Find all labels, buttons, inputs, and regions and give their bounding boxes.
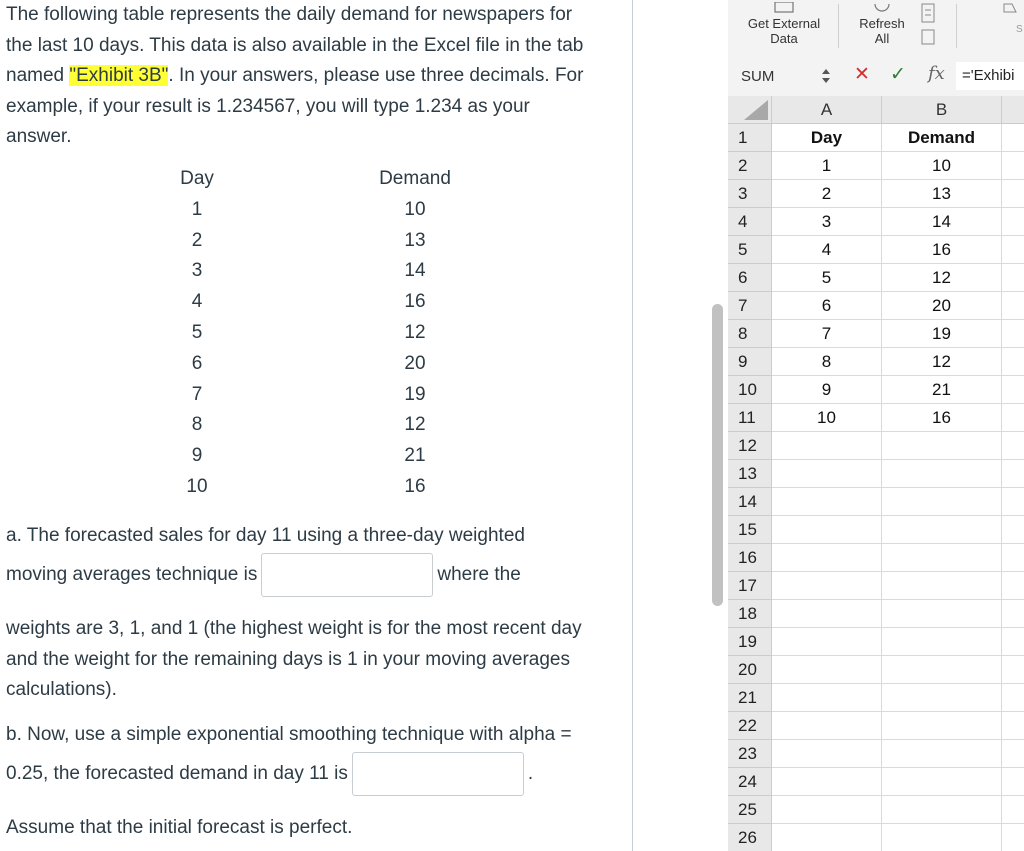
intro-line-3-post: . In your answers, please use three decimals. For (168, 65, 584, 86)
spreadsheet-cell[interactable] (1002, 824, 1024, 851)
spreadsheet-cell[interactable] (882, 432, 1002, 460)
spreadsheet-cell[interactable]: 9 (772, 376, 882, 404)
name-box[interactable]: SUM (741, 68, 775, 85)
table-cell-day: 8 (191, 414, 203, 436)
row-header[interactable]: 11 (728, 404, 772, 432)
answer-a-input[interactable] (261, 553, 433, 597)
spreadsheet-cell[interactable]: 6 (772, 292, 882, 320)
row-header[interactable]: 13 (728, 460, 772, 488)
spreadsheet-cell[interactable] (772, 488, 882, 516)
assumption-note (6, 813, 352, 844)
table-row (160, 322, 480, 353)
spreadsheet-cell[interactable]: 3 (772, 208, 882, 236)
spreadsheet-cell[interactable]: 16 (882, 404, 1002, 432)
question-a-text-5: and the weight for the remaining days is 1 in your moving averages (6, 648, 570, 670)
spreadsheet-cell[interactable] (882, 572, 1002, 600)
spreadsheet-cell[interactable] (1002, 208, 1024, 236)
table-cell-demand: 12 (404, 414, 426, 436)
refresh-all-label-1: Refresh (859, 16, 905, 31)
spreadsheet-cell[interactable] (1002, 600, 1024, 628)
spreadsheet-cell[interactable]: 7 (772, 320, 882, 348)
spreadsheet-cell[interactable] (772, 712, 882, 740)
row-header[interactable]: 21 (728, 684, 772, 712)
spreadsheet-cell[interactable] (1002, 544, 1024, 572)
table-cell-day: 10 (186, 476, 208, 497)
spreadsheet-cell[interactable]: 19 (882, 320, 1002, 348)
spreadsheet-cell[interactable] (772, 796, 882, 824)
table-row (160, 199, 480, 230)
intro-line-5: answer. (6, 126, 72, 147)
spreadsheet-cell[interactable] (1002, 768, 1024, 796)
spreadsheet-cell[interactable]: 14 (882, 208, 1002, 236)
spreadsheet-cell[interactable] (772, 516, 882, 544)
table-cell-day: 9 (191, 445, 203, 467)
answer-b-input[interactable] (352, 752, 524, 796)
scrollbar-thumb[interactable] (712, 304, 723, 606)
table-cell-demand: 20 (404, 352, 426, 374)
row-header[interactable]: 3 (728, 180, 772, 208)
table-row (160, 476, 480, 507)
table-header-row (160, 168, 480, 199)
table-row (160, 384, 480, 415)
column-header-b[interactable]: B (882, 96, 1002, 124)
external-data-icon (773, 2, 795, 14)
spreadsheet-cell[interactable]: 12 (882, 264, 1002, 292)
spreadsheet-cell[interactable] (1002, 404, 1024, 432)
refresh-all-button[interactable] (852, 6, 912, 46)
spreadsheet-cell[interactable]: 10 (772, 404, 882, 432)
spreadsheet-cell[interactable] (772, 628, 882, 656)
spreadsheet-cell[interactable] (1002, 348, 1024, 376)
table-row (160, 230, 480, 261)
question-b-text-1: b. Now, use a simple exponential smoothing technique with alpha = (6, 724, 572, 745)
question-a-text-6: calculations). (6, 679, 117, 700)
spreadsheet-cell[interactable] (882, 684, 1002, 712)
row-header[interactable]: 25 (728, 796, 772, 824)
get-external-data-button[interactable] (742, 6, 826, 46)
table-cell-demand: 21 (404, 445, 426, 467)
table-cell-day: 3 (191, 260, 203, 282)
spreadsheet-cell[interactable] (772, 656, 882, 684)
row-header[interactable]: 22 (728, 712, 772, 740)
get-external-data-label-1: Get External (747, 16, 821, 31)
spreadsheet-cell[interactable] (882, 516, 1002, 544)
spreadsheet-cell[interactable] (1002, 796, 1024, 824)
intro-line-3-pre: named (6, 65, 70, 86)
table-cell-demand: 16 (404, 291, 426, 313)
row-header[interactable]: 4 (728, 208, 772, 236)
formula-bar (728, 60, 1024, 92)
spreadsheet-cell[interactable]: Day (772, 124, 882, 152)
table-cell-day: 7 (191, 383, 203, 405)
table-header-day: Day (180, 168, 214, 189)
row-header[interactable]: 15 (728, 516, 772, 544)
spreadsheet-cell[interactable] (772, 572, 882, 600)
table-cell-day: 5 (191, 322, 203, 343)
row-header[interactable]: 23 (728, 740, 772, 768)
spreadsheet-cell[interactable] (772, 824, 882, 851)
row-header[interactable]: 5 (728, 236, 772, 264)
spreadsheet-cell[interactable] (882, 460, 1002, 488)
name-box-stepper-icon[interactable] (820, 66, 832, 86)
row-header[interactable]: 18 (728, 600, 772, 628)
spreadsheet-cell[interactable]: 12 (882, 348, 1002, 376)
assumption-note-text: Assume that the initial forecast is perfect. (6, 817, 353, 838)
spreadsheet-cell[interactable] (1002, 488, 1024, 516)
formula-input[interactable]: ='Exhibi (956, 62, 1024, 90)
spreadsheet-cell[interactable] (1002, 376, 1024, 404)
spreadsheet-cell[interactable] (882, 740, 1002, 768)
spreadsheet-cell[interactable] (772, 740, 882, 768)
table-header-demand: Demand (379, 168, 451, 189)
get-external-data-label-2: Data (770, 31, 798, 46)
table-cell-demand: 12 (404, 322, 426, 343)
table-row (160, 260, 480, 291)
question-a-text-4: weights are 3, 1, and 1 (the highest weight is for the most recent day (6, 618, 582, 639)
spreadsheet-cell[interactable] (882, 796, 1002, 824)
spreadsheet-cell[interactable]: Demand (882, 124, 1002, 152)
table-cell-demand: 10 (404, 198, 426, 220)
spreadsheet-cell[interactable] (1002, 264, 1024, 292)
table-cell-day: 2 (191, 229, 203, 251)
table-cell-day: 4 (191, 291, 203, 313)
select-all-corner[interactable] (728, 96, 772, 124)
intro-line-2: the last 10 days. This data is also available in the Excel file in the tab (6, 34, 584, 56)
question-a-line-1 (6, 521, 525, 552)
sort-label: S (1016, 24, 1023, 35)
spreadsheet-cell[interactable] (1002, 292, 1024, 320)
spreadsheet-cell[interactable] (772, 768, 882, 796)
ribbon-separator (956, 4, 957, 48)
row-header[interactable]: 20 (728, 656, 772, 684)
spreadsheet-cell[interactable]: 10 (882, 152, 1002, 180)
spreadsheet-cell[interactable] (772, 432, 882, 460)
row-header[interactable]: 24 (728, 768, 772, 796)
question-b-text-3: . (527, 763, 534, 784)
spreadsheet-cell[interactable] (882, 544, 1002, 572)
spreadsheet-cell[interactable]: 1 (772, 152, 882, 180)
excel-window (728, 0, 1024, 851)
question-b-text-2: 0.25, the forecasted demand in day 11 is (6, 763, 348, 784)
row-header[interactable]: 9 (728, 348, 772, 376)
question-b-line-2 (6, 750, 533, 798)
row-header[interactable]: 1 (728, 124, 772, 152)
connections-icon[interactable] (918, 2, 940, 50)
question-a-continued (6, 614, 582, 706)
excel-ribbon (728, 0, 1024, 56)
spreadsheet-cell[interactable] (1002, 236, 1024, 264)
spreadsheet-cell[interactable] (772, 600, 882, 628)
refresh-icon (871, 2, 893, 14)
spreadsheet-cell[interactable] (1002, 460, 1024, 488)
refresh-all-label-2: All (874, 31, 890, 46)
row-header[interactable]: 16 (728, 544, 772, 572)
row-header[interactable]: 12 (728, 432, 772, 460)
table-cell-demand: 13 (404, 229, 426, 251)
column-header-c[interactable] (1002, 96, 1024, 124)
row-header[interactable]: 10 (728, 376, 772, 404)
row-header[interactable]: 6 (728, 264, 772, 292)
row-header[interactable]: 17 (728, 572, 772, 600)
spreadsheet-cell[interactable] (1002, 712, 1024, 740)
spreadsheet-cell[interactable] (1002, 180, 1024, 208)
spreadsheet-cell[interactable] (1002, 152, 1024, 180)
row-header[interactable]: 19 (728, 628, 772, 656)
row-header[interactable]: 26 (728, 824, 772, 851)
question-a-line-2 (6, 551, 521, 599)
spreadsheet-cell[interactable] (1002, 124, 1024, 152)
spreadsheet-cell[interactable] (1002, 572, 1024, 600)
spreadsheet-cell[interactable]: 4 (772, 236, 882, 264)
question-a-text-2: moving averages technique is (6, 564, 258, 585)
spreadsheet-cell[interactable]: 20 (882, 292, 1002, 320)
insert-function-icon[interactable]: fx (928, 63, 945, 84)
spreadsheet-cell[interactable] (772, 460, 882, 488)
exhibit-highlight: "Exhibit 3B" (69, 65, 169, 86)
spreadsheet-cell[interactable] (882, 600, 1002, 628)
spreadsheet-cell[interactable]: 21 (882, 376, 1002, 404)
question-b-line-1 (6, 720, 572, 751)
cancel-formula-icon[interactable]: ✕ (854, 64, 870, 85)
spreadsheet-cell[interactable] (882, 488, 1002, 516)
table-cell-demand: 14 (404, 260, 426, 282)
question-a-text-3: where the (437, 564, 521, 585)
question-a-text-1: a. The forecasted sales for day 11 using a three-day weighted (6, 525, 525, 546)
spreadsheet-cell[interactable]: 13 (882, 180, 1002, 208)
spreadsheet-cell[interactable] (1002, 516, 1024, 544)
table-row (160, 291, 480, 322)
select-all-triangle-icon (744, 100, 768, 120)
spreadsheet-cell[interactable] (882, 656, 1002, 684)
table-cell-demand: 19 (404, 383, 426, 405)
row-header[interactable]: 8 (728, 320, 772, 348)
spreadsheet-cell[interactable] (1002, 628, 1024, 656)
spreadsheet-cell[interactable]: 16 (882, 236, 1002, 264)
spreadsheet-cell[interactable]: 5 (772, 264, 882, 292)
spreadsheet-cell[interactable] (1002, 656, 1024, 684)
table-row (160, 445, 480, 476)
spreadsheet-cell[interactable] (882, 712, 1002, 740)
spreadsheet-cell[interactable] (1002, 740, 1024, 768)
row-header[interactable]: 7 (728, 292, 772, 320)
spreadsheet-cell[interactable] (772, 544, 882, 572)
spreadsheet-cell[interactable]: 2 (772, 180, 882, 208)
table-row (160, 353, 480, 384)
intro-line-1: The following table represents the daily demand for newspapers for (6, 4, 573, 25)
row-header[interactable]: 14 (728, 488, 772, 516)
spreadsheet-cell[interactable] (1002, 432, 1024, 460)
row-header[interactable]: 2 (728, 152, 772, 180)
column-header-a[interactable]: A (772, 96, 882, 124)
intro-line-4: example, if your result is 1.234567, you will type 1.234 as your (6, 95, 530, 117)
ribbon-separator (838, 4, 839, 48)
panel-divider (632, 0, 633, 851)
spreadsheet-cell[interactable] (882, 768, 1002, 796)
spreadsheet-cell[interactable] (882, 824, 1002, 851)
table-cell-day: 6 (191, 352, 203, 374)
table-row (160, 414, 480, 445)
spreadsheet-cell[interactable] (882, 628, 1002, 656)
spreadsheet-cell[interactable] (1002, 320, 1024, 348)
spreadsheet-cell[interactable] (1002, 684, 1024, 712)
spreadsheet-cell[interactable]: 8 (772, 348, 882, 376)
table-cell-demand: 16 (404, 476, 426, 497)
spreadsheet-cell[interactable] (772, 684, 882, 712)
table-cell-day: 1 (191, 198, 203, 220)
intro-text (6, 0, 583, 153)
confirm-formula-icon[interactable]: ✓ (890, 64, 906, 85)
